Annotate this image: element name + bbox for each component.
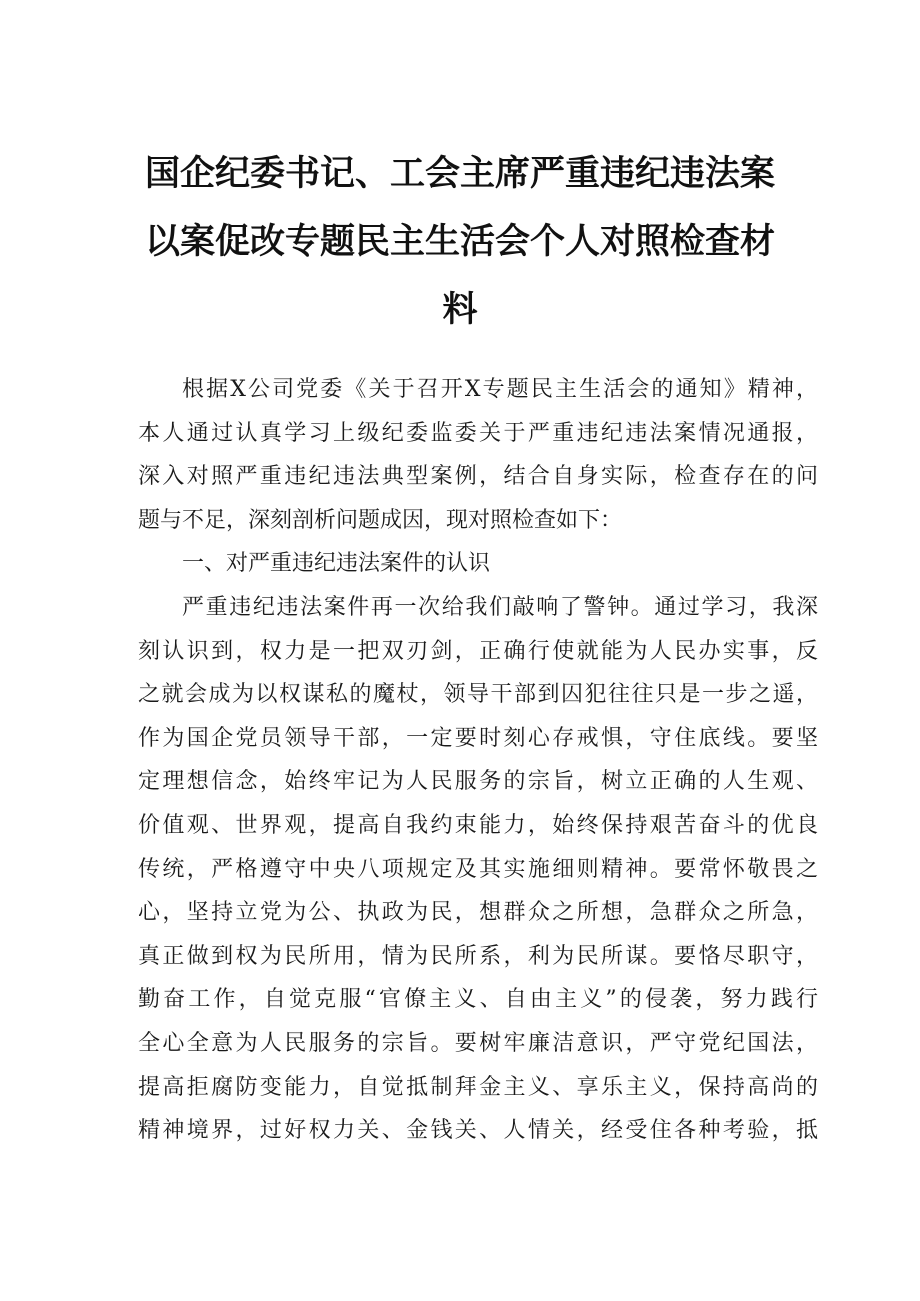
body-line: 精神境界，过好权力关、金钱关、人情关，经受住各种考验，抵 bbox=[138, 1118, 818, 1144]
body-line: 刻认识到，权力是一把双刃剑，正确行使就能为人民办实事，反 bbox=[138, 638, 818, 664]
section-heading-1 bbox=[138, 542, 818, 586]
body-line: 心，坚持立党为公、执政为民，想群众之所想，急群众之所急， bbox=[138, 900, 818, 926]
body-line: 真正做到权为民所用，情为民所系，利为民所谋。要恪尽职守， bbox=[138, 943, 818, 969]
body-line: 价值观、世界观，提高自我约束能力，始终保持艰苦奋斗的优良 bbox=[138, 812, 818, 838]
body-line: 之就会成为以权谋私的魔杖，领导干部到囚犯往往只是一步之遥， bbox=[138, 682, 818, 708]
paragraph-section-1 bbox=[138, 586, 818, 1153]
title-line: 国企纪委书记、工会主席严重违纪违法案 bbox=[144, 154, 775, 194]
paragraph-intro bbox=[138, 368, 818, 542]
body-line: 本人通过认真学习上级纪委监委关于严重违纪违法案情况通报， bbox=[138, 420, 818, 446]
document-title bbox=[100, 140, 820, 344]
body-line: 题与不足，深刻剖析问题成因，现对照检查如下： bbox=[138, 507, 623, 533]
body-line: 深入对照严重违纪违法典型案例，结合自身实际，检查存在的问 bbox=[138, 464, 818, 490]
body-line: 作为国企党员领导干部，一定要时刻心存戒惧，守住底线。要坚 bbox=[138, 725, 818, 751]
body-line: 根据X公司党委《关于召开X专题民主生活会的通知》精神， bbox=[182, 377, 818, 402]
body-line: 定理想信念，始终牢记为人民服务的宗旨，树立正确的人生观、 bbox=[138, 769, 818, 795]
section-heading: 一、对严重违纪违法案件的认识 bbox=[182, 551, 491, 577]
body-line: 提高拒腐防变能力，自觉抵制拜金主义、享乐主义，保持高尚的 bbox=[138, 1074, 818, 1100]
body-line: 严重违纪违法案件再一次给我们敲响了警钟。通过学习，我深 bbox=[182, 594, 818, 620]
body-line: 勤奋工作，自觉克服“官僚主义、自由主义”的侵袭，努力践行 bbox=[138, 987, 818, 1013]
title-line: 以案促改专题民主生活会个人对照检查材 bbox=[144, 222, 775, 262]
document-body bbox=[138, 368, 818, 1153]
body-line: 传统，严格遵守中央八项规定及其实施细则精神。要常怀敬畏之 bbox=[138, 856, 818, 882]
title-line: 料 bbox=[442, 290, 478, 330]
body-line: 全心全意为人民服务的宗旨。要树牢廉洁意识，严守党纪国法， bbox=[138, 1030, 818, 1056]
